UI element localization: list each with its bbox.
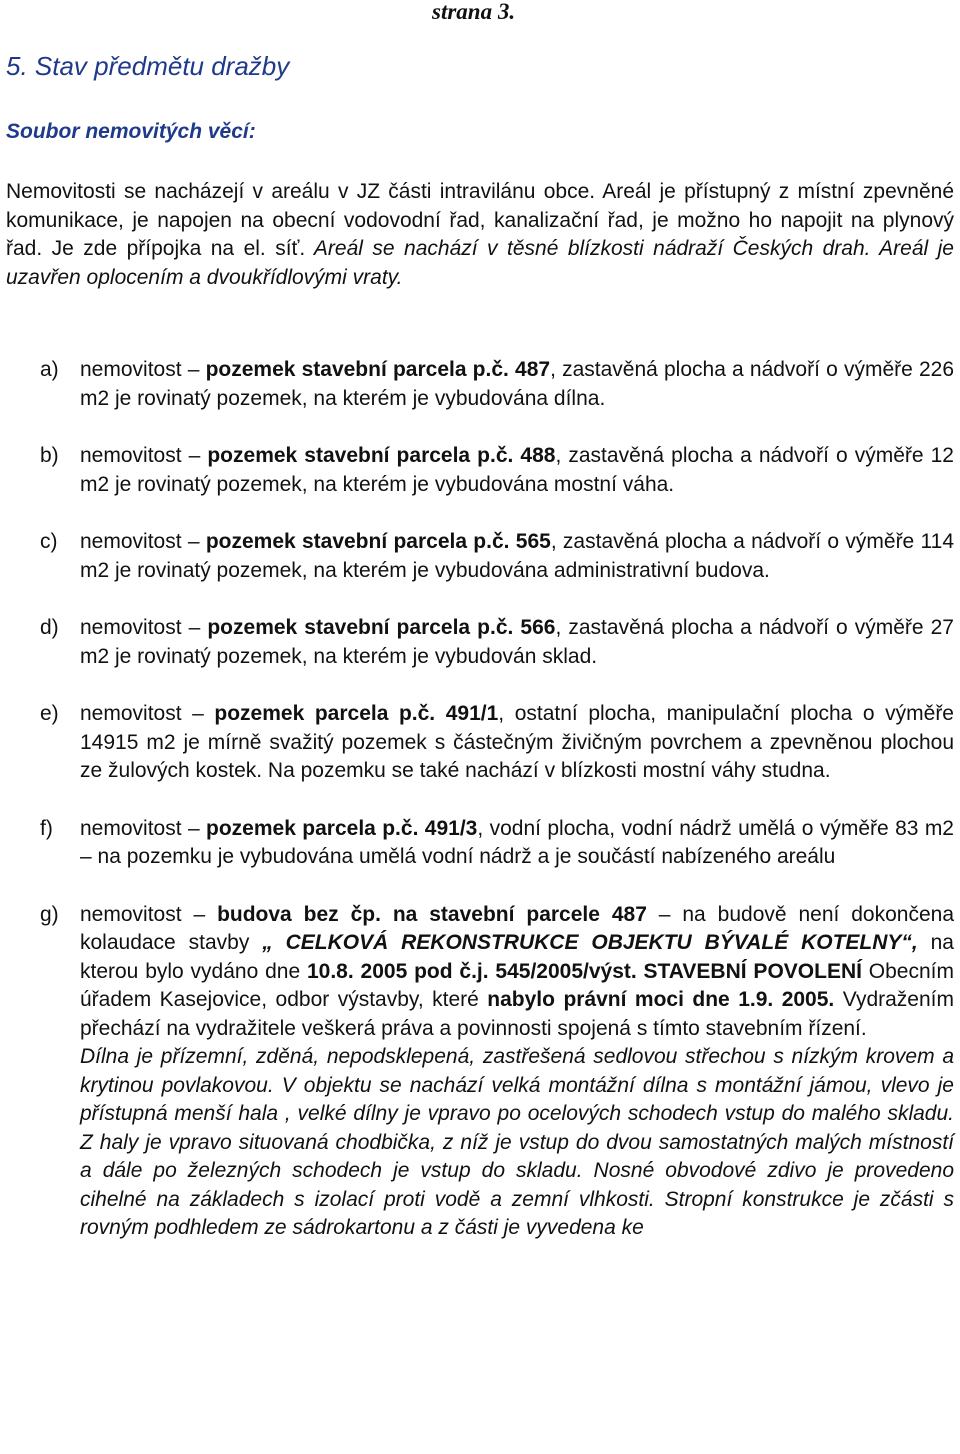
- permit-authority: Obecním úřadem Kasejovice, odbor výstavby, které: [80, 959, 954, 1011]
- item-letter: g): [40, 902, 59, 926]
- item-description: , ostatní plocha, manipulační plocha o výměře 14915 m2 je mírně svažitý pozemek s částečným živičným povrchem a zpevněnou plochou ze žulových kostek. Na pozemku se také nachází v blízkosti mostní váhy studna.: [80, 702, 954, 782]
- property-item-g: [0, 901, 954, 1243]
- item-description: , zastavěná plocha a nádvoří o výměře 27 m2 je rovinatý pozemek, na kterém je vybudován sklad.: [80, 616, 954, 668]
- building-status: – na budově není dokončena kolaudace stavby: [80, 902, 955, 954]
- item-parcel-type: pozemek stavební parcela p.č.: [205, 358, 509, 381]
- item-prefix: nemovitost –: [80, 530, 206, 553]
- item-text: [80, 700, 954, 786]
- item-parcel-number: 487: [508, 358, 551, 381]
- subheading: Soubor nemovitých věcí:: [6, 120, 256, 143]
- item-parcel-number: 491/1: [435, 702, 499, 725]
- intro-text: Nemovitosti se nacházejí v areálu v JZ části intravilánu obce. Areál je přístupný z místní zpevněné komunikace, je napojen na obecní vodovodní řad, kanalizační řad, je možno ho napojit na plynový řad. Je zde přípojka na el. síť.: [6, 180, 954, 260]
- item-description: , zastavěná plocha a nádvoří o výměře 114 m2 je rovinatý pozemek, na kterém je vybudována administrativní budova.: [80, 530, 955, 582]
- property-item-c: [0, 528, 954, 585]
- item-description: , vodní plocha, vodní nádrž umělá o výměře 83 m2 – na pozemku je vybudována umělá vodní nádrž a je součástí nabízeného areálu: [80, 816, 954, 868]
- item-prefix: nemovitost –: [80, 616, 208, 639]
- item-parcel-type: pozemek stavební parcela p.č.: [205, 530, 510, 553]
- item-text: [80, 528, 954, 585]
- building-description: Dílna je přízemní, zděná, nepodsklepená, zastřešená sedlovou střechou s nízkým krovem a krytinou povlakovou. V objektu se nachází velká montážní dílna s montážní jámou, vlevo je přístupná menší hala , velké dílny je vpravo po ocelových schodech vstup do malého skladu. Z haly je vpravo situovaná chodbička, z níž je vstup do dvou samostatných malých místností a dále po železných schodech je vstup do skladu. Nosné obvodové zdivo je provedeno cihelné na základech s izolací proti vodě a zemní vlhkosti. Stropní konstrukce je zčásti s rovným podhledem ze sádrokartonu a z části je vyvedena ke: [80, 1045, 954, 1239]
- rights-transfer-text: Vydražením přechází na vydražitele veškerá práva a povinnosti spojená s tímto stavebním řízení.: [80, 988, 954, 1040]
- item-letter: c): [40, 530, 58, 553]
- item-parcel-number: 491/3: [418, 816, 478, 840]
- item-letter: f): [40, 816, 53, 840]
- item-letter: d): [40, 616, 59, 639]
- item-description: , zastavěná plocha a nádvoří o výměře 12 m2 je rovinatý pozemek, na kterém je vybudována mostní váha.: [80, 444, 954, 496]
- item-parcel-type: pozemek parcela p.č.: [214, 702, 436, 725]
- property-item-a: [0, 356, 954, 413]
- item-parcel-type: pozemek parcela p.č.: [206, 816, 419, 840]
- item-parcel-number: 565: [509, 530, 551, 553]
- item-prefix: nemovitost –: [80, 816, 207, 840]
- item-prefix: nemovitost –: [80, 444, 208, 467]
- item-text: [80, 442, 954, 499]
- property-list: [0, 356, 960, 1243]
- item-text: [80, 901, 954, 1044]
- item-text: [80, 614, 954, 671]
- item-letter: e): [40, 702, 59, 725]
- item-letter: a): [40, 358, 59, 381]
- item-text: [80, 815, 954, 872]
- section-heading: 5. Stav předmětu dražby: [6, 51, 290, 81]
- item-prefix: nemovitost –: [80, 702, 215, 725]
- project-title: „ CELKOVÁ REKONSTRUKCE OBJEKTU BÝVALÉ KOTELNY“,: [262, 931, 918, 954]
- intro-text-italic: Areál se nachází v těsné blízkosti nádraží Českých drah. Areál je uzavřen oplocením a dvoukřídlovými vraty.: [6, 237, 954, 289]
- item-parcel-type: pozemek stavební parcela p.č.: [207, 444, 514, 467]
- building-parcel: na stavební parcele 487: [380, 902, 647, 926]
- property-item-d: [0, 614, 954, 671]
- property-item-e: [0, 700, 954, 786]
- legal-effect-date: nabylo právní moci dne 1.9. 2005.: [487, 988, 835, 1011]
- intro-paragraph: [6, 178, 954, 292]
- item-description: , zastavěná plocha a nádvoří o výměře 226 m2 je rovinatý pozemek, na kterém je vybudována dílna.: [80, 358, 955, 410]
- item-parcel-type: pozemek stavební parcela p.č.: [207, 616, 514, 639]
- item-letter: b): [40, 444, 59, 467]
- item-parcel-number: 488: [513, 444, 556, 467]
- item-text: [80, 356, 954, 413]
- building-label: budova bez čp.: [217, 902, 381, 926]
- permit-reference: 10.8. 2005 pod č.j. 545/2005/výst. STAVEBNÍ POVOLENÍ: [306, 959, 862, 983]
- item-parcel-number: 566: [513, 616, 556, 639]
- item-prefix: nemovitost –: [80, 902, 218, 926]
- property-item-f: [0, 815, 954, 872]
- item-prefix: nemovitost –: [80, 358, 206, 381]
- page-number: strana 3.: [432, 0, 516, 24]
- property-item-b: [0, 442, 954, 499]
- permit-issued-text: na kterou bylo vydáno dne: [80, 931, 954, 983]
